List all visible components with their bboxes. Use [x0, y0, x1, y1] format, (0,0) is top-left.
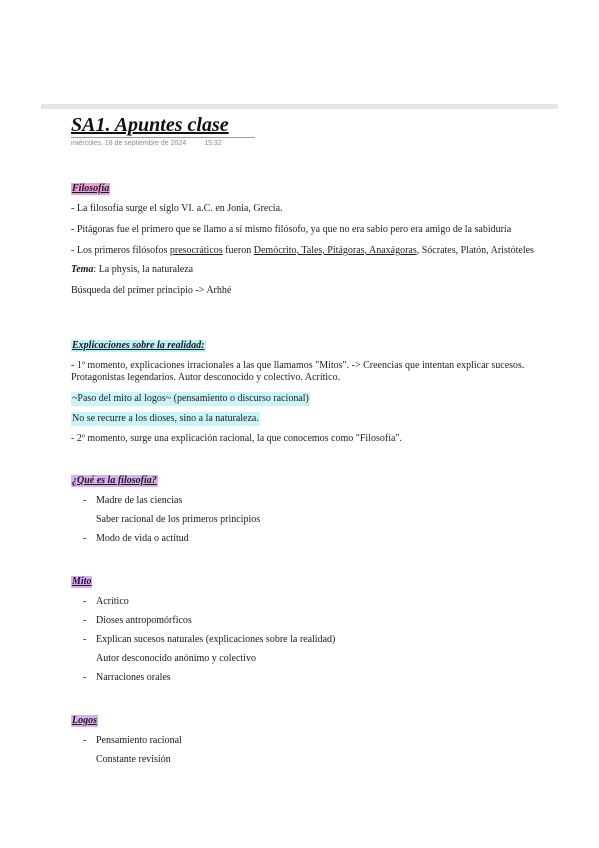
- mito-list-continued: [71, 672, 561, 684]
- section-heading-mito: Mito: [72, 576, 92, 587]
- page-title: SA1. Apuntes clase: [71, 114, 229, 136]
- section-heading-que-es: ¿Qué es la filosofía?: [72, 475, 157, 486]
- filosofia-paragraph-2: - Pitágoras fue el primero que se llamo a sí mismo filósofo, ya que no era sabio pero era amigo de la sabiduría: [71, 224, 512, 235]
- list-item: - Pensamiento racional: [83, 735, 182, 746]
- list-item-text: Acrítico: [96, 596, 129, 607]
- section-heading-logos: Logos: [72, 715, 97, 726]
- explicaciones-paragraph-2: - 2º momento, surge una explicación racional, la que conocemos como "Filosofía".: [71, 433, 402, 444]
- list-item-text: Pensamiento racional: [96, 735, 182, 746]
- list-item-text: Modo de vida o actitud: [96, 533, 189, 544]
- list-item-text: Madre de las ciencias: [96, 495, 183, 506]
- underlined-names: Demócrito, Tales, Pitágoras, Anaxágoras: [253, 245, 417, 256]
- explicaciones-paragraph-1: - 1º momento, explicaciones irracionales a las que llamamos "Mitos". -> Creencias que intentan explicar sucesos. Protagonistas legendarios. Autor desconocido y colectivo. Acrítico.: [71, 360, 525, 383]
- logos-list: [71, 735, 561, 747]
- note-date: miércoles, 18 de septiembre de 2024: [71, 140, 187, 147]
- list-item-text: Dioses antropomórficos: [96, 615, 192, 626]
- highlighted-line-mito-logos: ~Paso del mito al logos~ (pensamiento o discurso racional): [72, 393, 309, 404]
- list-item: - Modo de vida o actitud: [83, 533, 189, 544]
- note-time: 15:32: [204, 140, 222, 147]
- list-subitem: Autor desconocido anónimo y colectivo: [96, 653, 256, 664]
- section-heading-filosofia: Filosofía: [72, 183, 110, 194]
- filosofia-paragraph-4: [71, 264, 561, 276]
- tema-label: Tema: [71, 264, 94, 275]
- list-item-text: Narraciones orales: [96, 672, 171, 683]
- list-item: - Narraciones orales: [83, 672, 171, 683]
- underlined-term: presocráticos: [169, 245, 223, 256]
- filosofia-paragraph-1: - La filosofía surge el siglo VI. a.C. en Jonia, Grecia.: [71, 203, 283, 214]
- list-item: - Dioses antropomórficos: [83, 615, 192, 626]
- text-span: fueron: [222, 245, 254, 256]
- note-metadata: [71, 139, 561, 148]
- list-item: - Acrítico: [83, 596, 129, 607]
- list-item: - Explican sucesos naturales (explicaciones sobre la realidad): [83, 634, 336, 645]
- section-heading-explicaciones: Explicaciones sobre la realidad:: [72, 340, 205, 351]
- que-es-list-continued: [71, 533, 561, 545]
- list-item-text: Explican sucesos naturales (explicaciones sobre la realidad): [96, 634, 336, 645]
- text-span: , Sócrates, Platón, Aristóteles: [416, 245, 534, 256]
- text-span: : La physis, la naturaleza: [93, 264, 194, 275]
- list-item: - Madre de las ciencias: [83, 495, 183, 506]
- filosofia-paragraph-3: [71, 245, 561, 257]
- mito-list: [71, 596, 561, 646]
- note-page: [71, 114, 561, 766]
- top-divider: [41, 104, 558, 109]
- text-span: - Los primeros filósofos: [71, 245, 170, 256]
- filosofia-paragraph-5: Búsqueda del primer principio -> Arhhé: [71, 285, 232, 296]
- que-es-list: [71, 495, 561, 507]
- title-underline: [71, 137, 255, 138]
- highlighted-line-naturaleza: No se recurre a los dioses, sino a la naturaleza.: [72, 413, 259, 424]
- list-subitem: Saber racional de los primeros principios: [96, 514, 261, 525]
- list-subitem: Constante revisión: [96, 754, 171, 765]
